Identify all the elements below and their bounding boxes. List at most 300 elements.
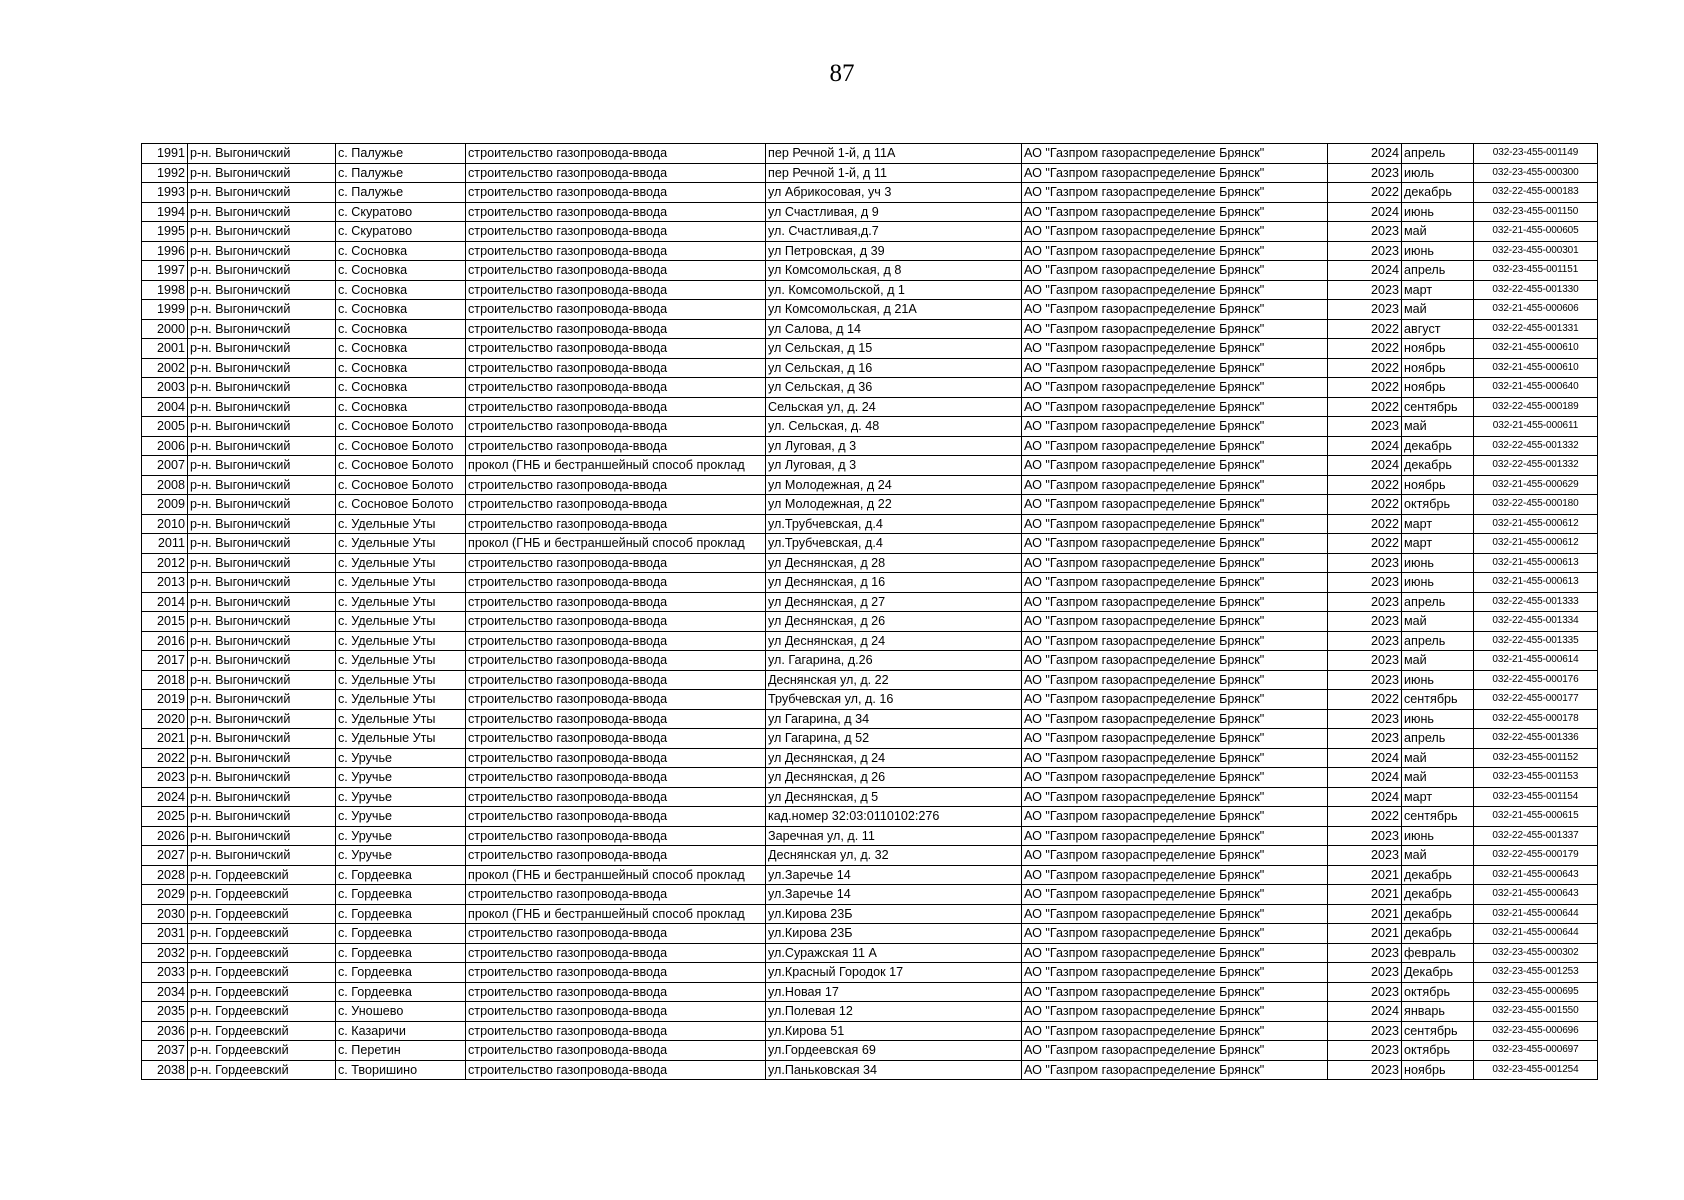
settlement-cell: с. Сосновое Болото (336, 417, 466, 437)
year-cell: 2023 (1328, 1060, 1402, 1080)
year-cell: 2023 (1328, 553, 1402, 573)
address-cell: ул Деснянская, д 16 (766, 573, 1022, 593)
year-cell: 2023 (1328, 163, 1402, 183)
row-number: 2015 (142, 612, 188, 632)
settlement-cell: с. Сосновое Болото (336, 456, 466, 476)
settlement-cell: с. Уручье (336, 748, 466, 768)
month-cell: январь (1402, 1002, 1474, 1022)
settlement-cell: с. Сосновка (336, 378, 466, 398)
table-row (142, 222, 1598, 242)
year-cell: 2022 (1328, 397, 1402, 417)
year-cell: 2024 (1328, 1002, 1402, 1022)
organization-cell: АО "Газпром газораспределение Брянск" (1022, 846, 1328, 866)
table-row (142, 787, 1598, 807)
table-row (142, 631, 1598, 651)
code-cell: 032-23-455-000695 (1474, 982, 1598, 1002)
table-row (142, 378, 1598, 398)
code-cell: 032-22-455-000183 (1474, 183, 1598, 203)
month-cell: май (1402, 768, 1474, 788)
table-row (142, 904, 1598, 924)
year-cell: 2022 (1328, 339, 1402, 359)
work-type-cell: строительство газопровода-ввода (466, 826, 766, 846)
row-number: 2029 (142, 885, 188, 905)
row-number: 2028 (142, 865, 188, 885)
organization-cell: АО "Газпром газораспределение Брянск" (1022, 241, 1328, 261)
district-cell: р-н. Выгоничский (188, 514, 336, 534)
address-cell: ул.Красный Городок 17 (766, 963, 1022, 983)
address-cell: пер Речной 1-й, д 11А (766, 144, 1022, 164)
address-cell: ул Сельская, д 36 (766, 378, 1022, 398)
code-cell: 032-21-455-000643 (1474, 885, 1598, 905)
table-row (142, 241, 1598, 261)
work-type-cell: прокол (ГНБ и бестраншейный способ проклад (466, 534, 766, 554)
month-cell: март (1402, 514, 1474, 534)
row-number: 1996 (142, 241, 188, 261)
year-cell: 2023 (1328, 631, 1402, 651)
table-row (142, 924, 1598, 944)
work-type-cell: строительство газопровода-ввода (466, 495, 766, 515)
district-cell: р-н. Выгоничский (188, 202, 336, 222)
code-cell: 032-21-455-000644 (1474, 924, 1598, 944)
settlement-cell: с. Сосновка (336, 397, 466, 417)
organization-cell: АО "Газпром газораспределение Брянск" (1022, 456, 1328, 476)
code-cell: 032-21-455-000613 (1474, 553, 1598, 573)
month-cell: май (1402, 417, 1474, 437)
table-row (142, 729, 1598, 749)
district-cell: р-н. Гордеевский (188, 1060, 336, 1080)
district-cell: р-н. Выгоничский (188, 787, 336, 807)
district-cell: р-н. Выгоничский (188, 183, 336, 203)
settlement-cell: с. Творишино (336, 1060, 466, 1080)
month-cell: октябрь (1402, 982, 1474, 1002)
district-cell: р-н. Выгоничский (188, 495, 336, 515)
organization-cell: АО "Газпром газораспределение Брянск" (1022, 1060, 1328, 1080)
district-cell: р-н. Выгоничский (188, 612, 336, 632)
code-cell: 032-22-455-001335 (1474, 631, 1598, 651)
settlement-cell: с. Удельные Уты (336, 553, 466, 573)
organization-cell: АО "Газпром газораспределение Брянск" (1022, 943, 1328, 963)
settlement-cell: с. Сосновка (336, 358, 466, 378)
work-type-cell: строительство газопровода-ввода (466, 592, 766, 612)
year-cell: 2023 (1328, 651, 1402, 671)
table-row (142, 1041, 1598, 1061)
month-cell: апрель (1402, 631, 1474, 651)
year-cell: 2023 (1328, 670, 1402, 690)
month-cell: август (1402, 319, 1474, 339)
address-cell: ул Деснянская, д 5 (766, 787, 1022, 807)
year-cell: 2023 (1328, 573, 1402, 593)
row-number: 2022 (142, 748, 188, 768)
district-cell: р-н. Выгоничский (188, 573, 336, 593)
table-row (142, 358, 1598, 378)
district-cell: р-н. Выгоничский (188, 339, 336, 359)
code-cell: 032-21-455-000612 (1474, 534, 1598, 554)
row-number: 2037 (142, 1041, 188, 1061)
district-cell: р-н. Выгоничский (188, 631, 336, 651)
table-row (142, 826, 1598, 846)
year-cell: 2023 (1328, 222, 1402, 242)
table-row (142, 963, 1598, 983)
district-cell: р-н. Выгоничский (188, 280, 336, 300)
row-number: 1999 (142, 300, 188, 320)
organization-cell: АО "Газпром газораспределение Брянск" (1022, 163, 1328, 183)
district-cell: р-н. Выгоничский (188, 397, 336, 417)
row-number: 2033 (142, 963, 188, 983)
district-cell: р-н. Выгоничский (188, 592, 336, 612)
district-cell: р-н. Выгоничский (188, 690, 336, 710)
district-cell: р-н. Гордеевский (188, 1041, 336, 1061)
table-row (142, 1002, 1598, 1022)
address-cell: ул Гагарина, д 34 (766, 709, 1022, 729)
month-cell: сентябрь (1402, 1021, 1474, 1041)
work-type-cell: строительство газопровода-ввода (466, 222, 766, 242)
month-cell: июнь (1402, 709, 1474, 729)
settlement-cell: с. Сосновое Болото (336, 436, 466, 456)
code-cell: 032-21-455-000610 (1474, 339, 1598, 359)
work-type-cell: строительство газопровода-ввода (466, 1041, 766, 1061)
code-cell: 032-21-455-000612 (1474, 514, 1598, 534)
work-type-cell: строительство газопровода-ввода (466, 885, 766, 905)
month-cell: декабрь (1402, 924, 1474, 944)
table-row (142, 534, 1598, 554)
organization-cell: АО "Газпром газораспределение Брянск" (1022, 358, 1328, 378)
organization-cell: АО "Газпром газораспределение Брянск" (1022, 280, 1328, 300)
address-cell: ул.Заречье 14 (766, 865, 1022, 885)
row-number: 2004 (142, 397, 188, 417)
code-cell: 032-23-455-000301 (1474, 241, 1598, 261)
address-cell: Деснянская ул, д. 22 (766, 670, 1022, 690)
district-cell: р-н. Гордеевский (188, 865, 336, 885)
table-row (142, 846, 1598, 866)
year-cell: 2024 (1328, 261, 1402, 281)
row-number: 1993 (142, 183, 188, 203)
year-cell: 2024 (1328, 787, 1402, 807)
year-cell: 2023 (1328, 1041, 1402, 1061)
year-cell: 2023 (1328, 300, 1402, 320)
district-cell: р-н. Выгоничский (188, 807, 336, 827)
organization-cell: АО "Газпром газораспределение Брянск" (1022, 612, 1328, 632)
address-cell: ул Комсомольская, д 8 (766, 261, 1022, 281)
year-cell: 2024 (1328, 768, 1402, 788)
code-cell: 032-23-455-001149 (1474, 144, 1598, 164)
settlement-cell: с. Перетин (336, 1041, 466, 1061)
month-cell: декабрь (1402, 904, 1474, 924)
work-type-cell: строительство газопровода-ввода (466, 748, 766, 768)
year-cell: 2023 (1328, 963, 1402, 983)
code-cell: 032-23-455-001152 (1474, 748, 1598, 768)
address-cell: Заречная ул, д. 11 (766, 826, 1022, 846)
settlement-cell: с. Сосновка (336, 241, 466, 261)
month-cell: декабрь (1402, 183, 1474, 203)
settlement-cell: с. Удельные Уты (336, 709, 466, 729)
district-cell: р-н. Выгоничский (188, 768, 336, 788)
table-row (142, 748, 1598, 768)
row-number: 2027 (142, 846, 188, 866)
table-row (142, 339, 1598, 359)
month-cell: июнь (1402, 553, 1474, 573)
work-type-cell: строительство газопровода-ввода (466, 475, 766, 495)
month-cell: сентябрь (1402, 397, 1474, 417)
row-number: 2019 (142, 690, 188, 710)
year-cell: 2021 (1328, 865, 1402, 885)
row-number: 2017 (142, 651, 188, 671)
row-number: 2013 (142, 573, 188, 593)
work-type-cell: строительство газопровода-ввода (466, 241, 766, 261)
table-row (142, 319, 1598, 339)
code-cell: 032-21-455-000606 (1474, 300, 1598, 320)
settlement-cell: с. Сосновка (336, 300, 466, 320)
work-type-cell: строительство газопровода-ввода (466, 144, 766, 164)
work-type-cell: строительство газопровода-ввода (466, 982, 766, 1002)
month-cell: Декабрь (1402, 963, 1474, 983)
address-cell: ул Деснянская, д 27 (766, 592, 1022, 612)
address-cell: Сельская ул, д. 24 (766, 397, 1022, 417)
row-number: 2031 (142, 924, 188, 944)
code-cell: 032-22-455-001332 (1474, 456, 1598, 476)
district-cell: р-н. Выгоничский (188, 144, 336, 164)
organization-cell: АО "Газпром газораспределение Брянск" (1022, 397, 1328, 417)
organization-cell: АО "Газпром газораспределение Брянск" (1022, 690, 1328, 710)
settlement-cell: с. Гордеевка (336, 982, 466, 1002)
row-number: 2024 (142, 787, 188, 807)
settlement-cell: с. Удельные Уты (336, 670, 466, 690)
work-type-cell: строительство газопровода-ввода (466, 670, 766, 690)
row-number: 2034 (142, 982, 188, 1002)
address-cell: ул Молодежная, д 24 (766, 475, 1022, 495)
settlement-cell: с. Сосновка (336, 319, 466, 339)
year-cell: 2023 (1328, 612, 1402, 632)
organization-cell: АО "Газпром газораспределение Брянск" (1022, 885, 1328, 905)
work-type-cell: строительство газопровода-ввода (466, 943, 766, 963)
code-cell: 032-21-455-000605 (1474, 222, 1598, 242)
work-type-cell: строительство газопровода-ввода (466, 963, 766, 983)
work-type-cell: прокол (ГНБ и бестраншейный способ проклад (466, 865, 766, 885)
table-row (142, 436, 1598, 456)
row-number: 2005 (142, 417, 188, 437)
district-cell: р-н. Гордеевский (188, 885, 336, 905)
code-cell: 032-22-455-000189 (1474, 397, 1598, 417)
page-number: 87 (829, 60, 855, 87)
district-cell: р-н. Выгоничский (188, 436, 336, 456)
organization-cell: АО "Газпром газораспределение Брянск" (1022, 982, 1328, 1002)
work-type-cell: строительство газопровода-ввода (466, 787, 766, 807)
settlement-cell: с. Гордеевка (336, 943, 466, 963)
settlement-cell: с. Удельные Уты (336, 612, 466, 632)
table-row (142, 943, 1598, 963)
row-number: 2035 (142, 1002, 188, 1022)
address-cell: ул Деснянская, д 26 (766, 768, 1022, 788)
year-cell: 2023 (1328, 943, 1402, 963)
month-cell: октябрь (1402, 495, 1474, 515)
settlement-cell: с. Сосновое Болото (336, 495, 466, 515)
table-row (142, 495, 1598, 515)
month-cell: ноябрь (1402, 378, 1474, 398)
row-number: 2036 (142, 1021, 188, 1041)
settlement-cell: с. Сосновка (336, 339, 466, 359)
address-cell: ул Луговая, д 3 (766, 456, 1022, 476)
table-row (142, 261, 1598, 281)
work-type-cell: строительство газопровода-ввода (466, 202, 766, 222)
address-cell: ул.Кирова 51 (766, 1021, 1022, 1041)
organization-cell: АО "Газпром газораспределение Брянск" (1022, 1002, 1328, 1022)
row-number: 2010 (142, 514, 188, 534)
year-cell: 2022 (1328, 319, 1402, 339)
year-cell: 2023 (1328, 709, 1402, 729)
year-cell: 2022 (1328, 690, 1402, 710)
settlement-cell: с. Гордеевка (336, 865, 466, 885)
organization-cell: АО "Газпром газораспределение Брянск" (1022, 729, 1328, 749)
month-cell: май (1402, 748, 1474, 768)
month-cell: июнь (1402, 826, 1474, 846)
organization-cell: АО "Газпром газораспределение Брянск" (1022, 183, 1328, 203)
row-number: 2001 (142, 339, 188, 359)
organization-cell: АО "Газпром газораспределение Брянск" (1022, 553, 1328, 573)
row-number: 2016 (142, 631, 188, 651)
district-cell: р-н. Выгоничский (188, 748, 336, 768)
year-cell: 2021 (1328, 924, 1402, 944)
table-row (142, 144, 1598, 164)
organization-cell: АО "Газпром газораспределение Брянск" (1022, 748, 1328, 768)
organization-cell: АО "Газпром газораспределение Брянск" (1022, 807, 1328, 827)
settlement-cell: с. Гордеевка (336, 904, 466, 924)
row-number: 2023 (142, 768, 188, 788)
table-row (142, 456, 1598, 476)
year-cell: 2023 (1328, 729, 1402, 749)
row-number: 1994 (142, 202, 188, 222)
organization-cell: АО "Газпром газораспределение Брянск" (1022, 924, 1328, 944)
district-cell: р-н. Гордеевский (188, 1021, 336, 1041)
month-cell: ноябрь (1402, 475, 1474, 495)
row-number: 2025 (142, 807, 188, 827)
organization-cell: АО "Газпром газораспределение Брянск" (1022, 1021, 1328, 1041)
code-cell: 032-23-455-001153 (1474, 768, 1598, 788)
code-cell: 032-22-455-000176 (1474, 670, 1598, 690)
table-row (142, 670, 1598, 690)
table-row (142, 1021, 1598, 1041)
table-row (142, 475, 1598, 495)
work-type-cell: строительство газопровода-ввода (466, 378, 766, 398)
row-number: 1995 (142, 222, 188, 242)
row-number: 2038 (142, 1060, 188, 1080)
work-type-cell: строительство газопровода-ввода (466, 163, 766, 183)
district-cell: р-н. Выгоничский (188, 729, 336, 749)
month-cell: июнь (1402, 573, 1474, 593)
month-cell: декабрь (1402, 456, 1474, 476)
month-cell: апрель (1402, 261, 1474, 281)
work-type-cell: строительство газопровода-ввода (466, 397, 766, 417)
settlement-cell: с. Сосновое Болото (336, 475, 466, 495)
district-cell: р-н. Выгоничский (188, 358, 336, 378)
district-cell: р-н. Гордеевский (188, 924, 336, 944)
year-cell: 2024 (1328, 436, 1402, 456)
row-number: 2007 (142, 456, 188, 476)
address-cell: ул Абрикосовая, уч 3 (766, 183, 1022, 203)
table-row (142, 573, 1598, 593)
row-number: 1997 (142, 261, 188, 281)
address-cell: ул Деснянская, д 24 (766, 748, 1022, 768)
month-cell: ноябрь (1402, 1060, 1474, 1080)
month-cell: июль (1402, 163, 1474, 183)
table-row (142, 183, 1598, 203)
work-type-cell: строительство газопровода-ввода (466, 1002, 766, 1022)
district-cell: р-н. Гордеевский (188, 982, 336, 1002)
address-cell: ул.Кирова 23Б (766, 904, 1022, 924)
month-cell: март (1402, 534, 1474, 554)
address-cell: ул. Гагарина, д.26 (766, 651, 1022, 671)
code-cell: 032-22-455-001337 (1474, 826, 1598, 846)
row-number: 2021 (142, 729, 188, 749)
registry-rows (142, 144, 1598, 1080)
year-cell: 2022 (1328, 807, 1402, 827)
year-cell: 2022 (1328, 514, 1402, 534)
address-cell: ул.Новая 17 (766, 982, 1022, 1002)
work-type-cell: строительство газопровода-ввода (466, 553, 766, 573)
district-cell: р-н. Выгоничский (188, 241, 336, 261)
address-cell: ул. Комсомольской, д 1 (766, 280, 1022, 300)
month-cell: июнь (1402, 670, 1474, 690)
month-cell: май (1402, 651, 1474, 671)
row-number: 1998 (142, 280, 188, 300)
month-cell: сентябрь (1402, 690, 1474, 710)
address-cell: ул Гагарина, д 52 (766, 729, 1022, 749)
year-cell: 2022 (1328, 358, 1402, 378)
code-cell: 032-23-455-001253 (1474, 963, 1598, 983)
table-row (142, 690, 1598, 710)
address-cell: ул Молодежная, д 22 (766, 495, 1022, 515)
settlement-cell: с. Скуратово (336, 222, 466, 242)
year-cell: 2023 (1328, 826, 1402, 846)
code-cell: 032-21-455-000614 (1474, 651, 1598, 671)
code-cell: 032-23-455-001254 (1474, 1060, 1598, 1080)
settlement-cell: с. Уручье (336, 807, 466, 827)
work-type-cell: строительство газопровода-ввода (466, 612, 766, 632)
code-cell: 032-22-455-000177 (1474, 690, 1598, 710)
table-row (142, 202, 1598, 222)
year-cell: 2023 (1328, 417, 1402, 437)
district-cell: р-н. Выгоничский (188, 417, 336, 437)
organization-cell: АО "Газпром газораспределение Брянск" (1022, 339, 1328, 359)
settlement-cell: с. Палужье (336, 144, 466, 164)
year-cell: 2024 (1328, 202, 1402, 222)
work-type-cell: строительство газопровода-ввода (466, 339, 766, 359)
organization-cell: АО "Газпром газораспределение Брянск" (1022, 768, 1328, 788)
work-type-cell: строительство газопровода-ввода (466, 709, 766, 729)
address-cell: ул Сельская, д 15 (766, 339, 1022, 359)
month-cell: май (1402, 612, 1474, 632)
address-cell: ул Деснянская, д 28 (766, 553, 1022, 573)
settlement-cell: с. Гордеевка (336, 963, 466, 983)
table-row (142, 885, 1598, 905)
year-cell: 2024 (1328, 144, 1402, 164)
code-cell: 032-22-455-000180 (1474, 495, 1598, 515)
table-row (142, 397, 1598, 417)
code-cell: 032-22-455-000179 (1474, 846, 1598, 866)
district-cell: р-н. Выгоничский (188, 378, 336, 398)
table-row (142, 514, 1598, 534)
code-cell: 032-21-455-000643 (1474, 865, 1598, 885)
table-row (142, 417, 1598, 437)
work-type-cell: строительство газопровода-ввода (466, 1021, 766, 1041)
work-type-cell: прокол (ГНБ и бестраншейный способ проклад (466, 456, 766, 476)
code-cell: 032-21-455-000640 (1474, 378, 1598, 398)
row-number: 2003 (142, 378, 188, 398)
code-cell: 032-23-455-001550 (1474, 1002, 1598, 1022)
settlement-cell: с. Удельные Уты (336, 592, 466, 612)
row-number: 2002 (142, 358, 188, 378)
settlement-cell: с. Казаричи (336, 1021, 466, 1041)
year-cell: 2021 (1328, 904, 1402, 924)
organization-cell: АО "Газпром газораспределение Брянск" (1022, 826, 1328, 846)
